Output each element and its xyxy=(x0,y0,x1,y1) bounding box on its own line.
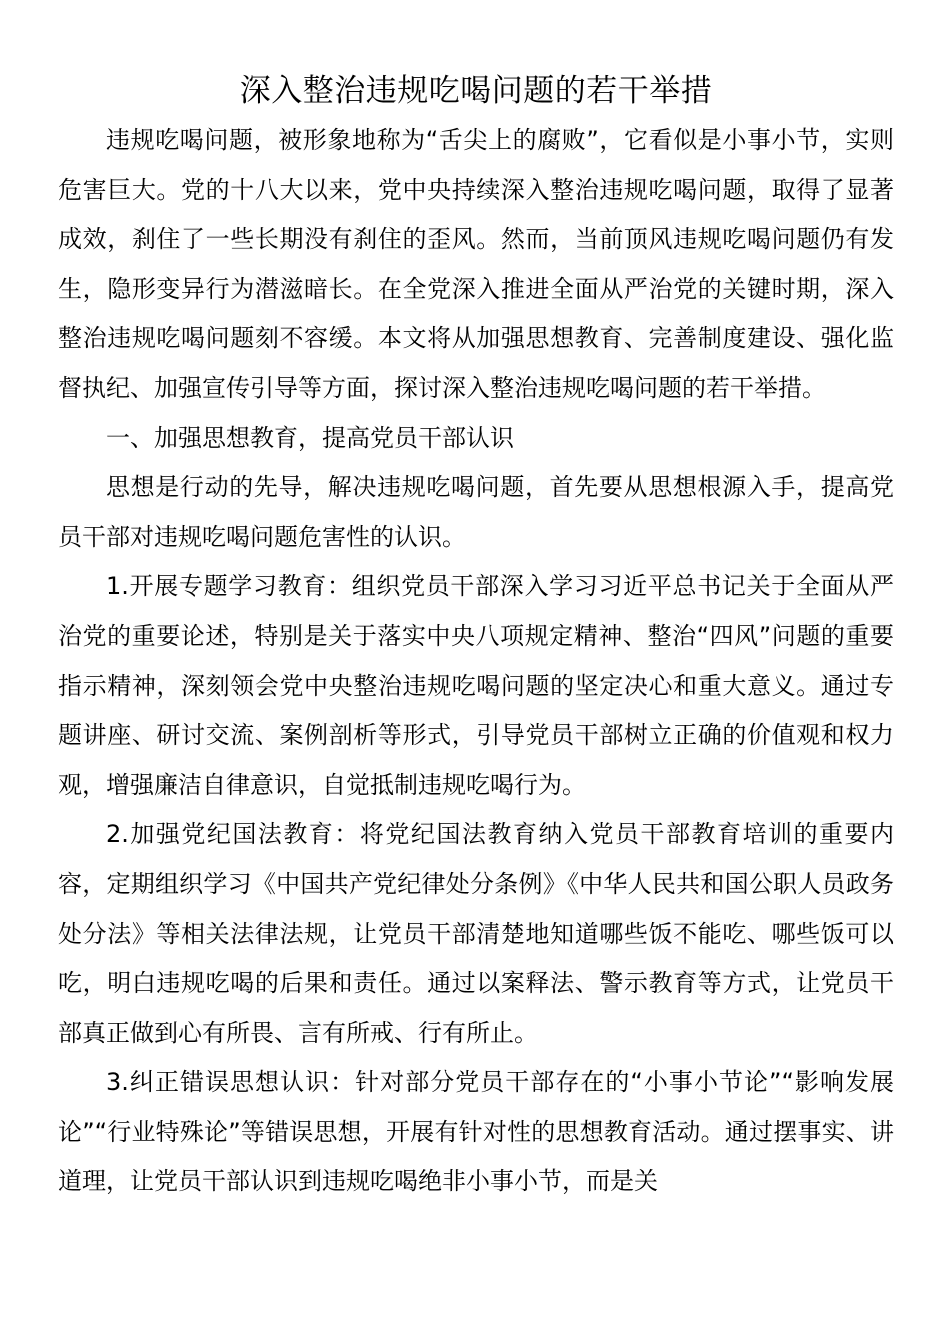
section-1-item-1: 1.开展专题学习教育：组织党员干部深入学习习近平总书记关于全面从严治党的重要论述，特别是关于落实中央八项规定精神、整治“四风”问题的重要指示精神，深刻领会党中央整治违规吃喝问题的坚定决心和重大意义。通过专题讲座、研讨交流、案例剖析等形式，引导党员干部树立正确的价值观和权力观，增强廉洁自律意识，自觉抵制违规吃喝行为。 xyxy=(58,572,894,799)
document-title: 深入整治违规吃喝问题的若干举措 xyxy=(239,73,713,109)
section-1-item-3: 3.纠正错误思想认识：针对部分党员干部存在的“小事小节论”“影响发展论”“行业特殊论”等错误思想，开展有针对性的思想教育活动。通过摆事实、讲道理，让党员干部认识到违规吃喝绝非小事小节，而是关 xyxy=(58,1068,894,1196)
section-1-heading: 一、加强思想教育，提高党员干部认识 xyxy=(106,423,514,452)
document-page xyxy=(58,66,894,1207)
section-1-lead-paragraph: 思想是行动的先导，解决违规吃喝问题，首先要从思想根源入手，提高党员干部对违规吃喝问题危害性的认识。 xyxy=(58,473,894,551)
section-1-item-2: 2.加强党纪国法教育：将党纪国法教育纳入党员干部教育培训的重要内容，定期组织学习《中国共产党纪律处分条例》《中华人民共和国公职人员政务处分法》等相关法律法规，让党员干部清楚地知道哪些饭不能吃、哪些饭可以吃，明白违规吃喝的后果和责任。通过以案释法、警示教育等方式，让党员干部真正做到心有所畏、言有所戒、行有所止。 xyxy=(58,820,894,1047)
intro-paragraph: 违规吃喝问题，被形象地称为“舌尖上的腐败”，它看似是小事小节，实则危害巨大。党的十八大以来，党中央持续深入整治违规吃喝问题，取得了显著成效，刹住了一些长期没有刹住的歪风。然而，当前顶风违规吃喝问题仍有发生，隐形变异行为潜滋暗长。在全党深入推进全面从严治党的关键时期，深入整治违规吃喝问题刻不容缓。本文将从加强思想教育、完善制度建设、强化监督执纪、加强宣传引导等方面，探讨深入整治违规吃喝问题的若干举措。 xyxy=(58,126,894,402)
